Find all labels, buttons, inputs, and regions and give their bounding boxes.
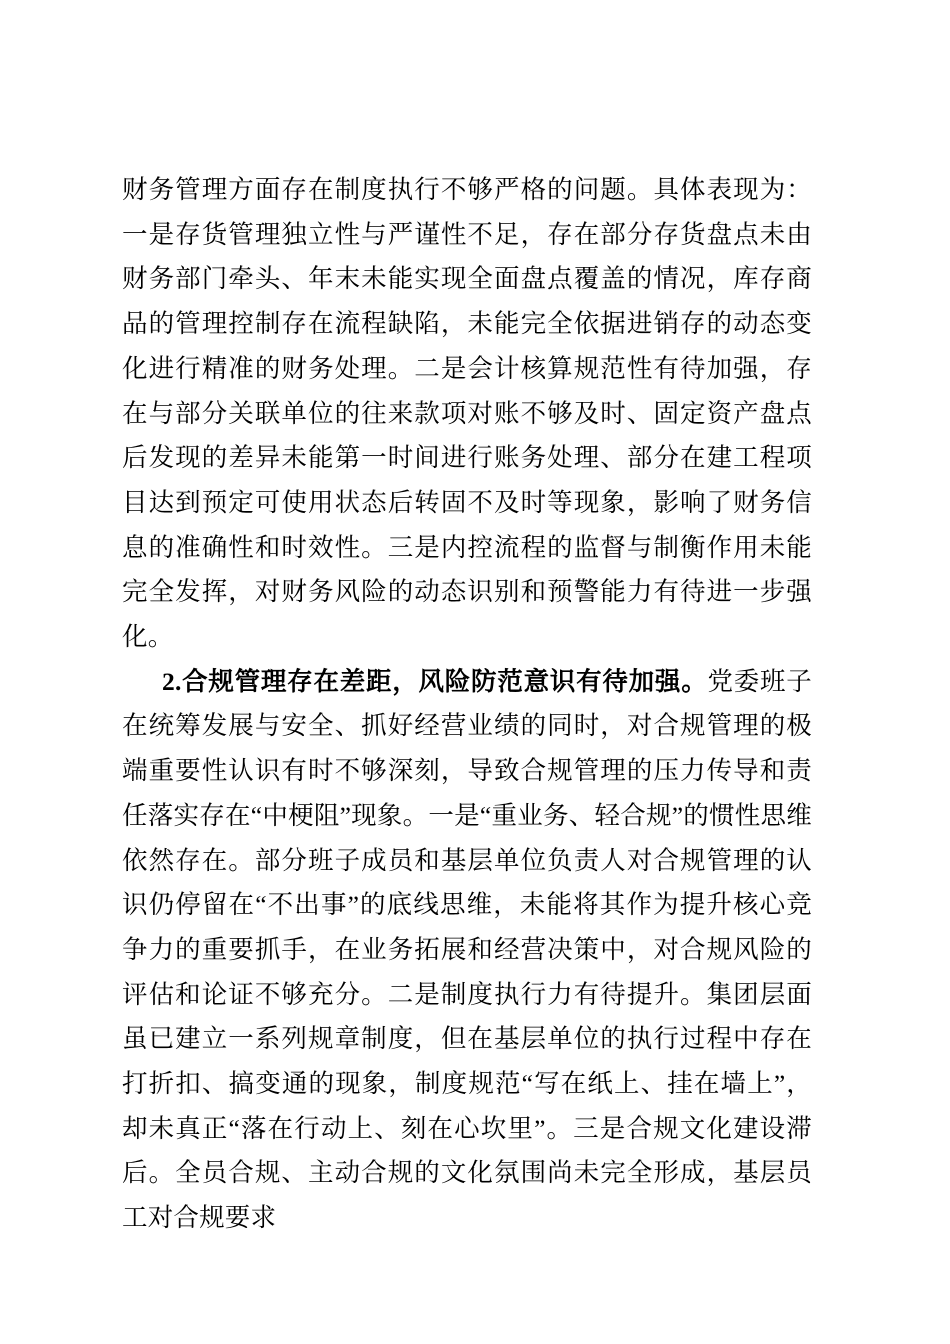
paragraph-compliance-management-issues xyxy=(122,660,812,1241)
paragraph-text: 党委班子在统筹发展与安全、抓好经营业绩的同时，对合规管理的极端重要性认识有时不够深刻，导致合规管理的压力传导和责任落实存在“中梗阻”现象。一是“重业务、轻合规”的惯性思维依然存在。部分班子成员和基层单位负责人对合规管理的认识仍停留在“不出事”的底线思维，未能将其作为提升核心竞争力的重要抓手，在业务拓展和经营决策中，对合规风险的评估和论证不够充分。二是制度执行力有待提升。集团层面虽已建立一系列规章制度，但在基层单位的执行过程中存在打折扣、搞变通的现象，制度规范“写在纸上、挂在墙上”，却未真正“落在行动上、刻在心坎里”。三是合规文化建设滞后。全员合规、主动合规的文化氛围尚未完全形成，基层员工对合规要求 xyxy=(122,666,812,1233)
document-text-block xyxy=(122,168,812,1241)
paragraph-financial-management-issues xyxy=(122,168,812,660)
paragraph-text: 财务管理方面存在制度执行不够严格的问题。具体表现为：一是存货管理独立性与严谨性不足，存在部分存货盘点未由财务部门牵头、年末未能实现全面盘点覆盖的情况，库存商品的管理控制存在流程缺陷，未能完全依据进销存的动态变化进行精准的财务处理。二是会计核算规范性有待加强，存在与部分关联单位的往来款项对账不够及时、固定资产盘点后发现的差异未能第一时间进行账务处理、部分在建工程项目达到预定可使用状态后转固不及时等现象，影响了财务信息的准确性和时效性。三是内控流程的监督与制衡作用未能完全发挥，对财务风险的动态识别和预警能力有待进一步强化。 xyxy=(122,175,812,652)
section-2-heading: 2.合规管理存在差距，风险防范意识有待加强。 xyxy=(162,666,708,696)
